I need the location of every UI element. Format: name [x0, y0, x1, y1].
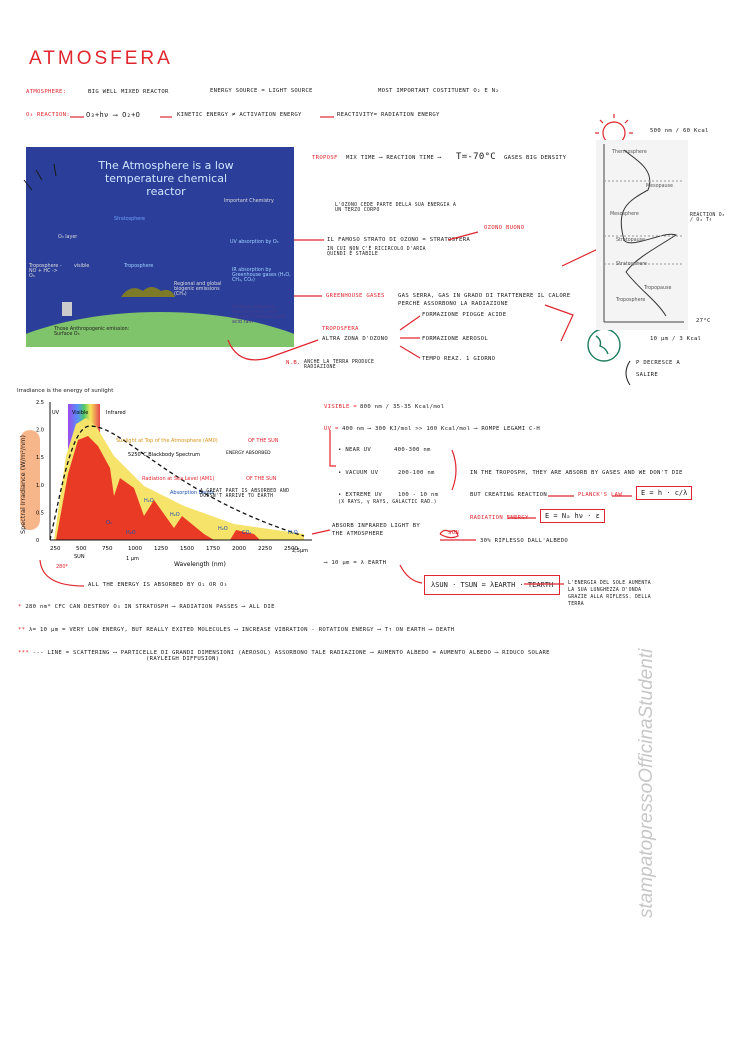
- piogge-acide: FORMAZIONE PIOGGE ACIDE: [422, 312, 507, 318]
- troposfera-label: TROPOSFERA: [322, 326, 359, 332]
- uv-label: UV =: [324, 426, 339, 432]
- y-tick-label: 1.0: [36, 482, 44, 489]
- x-tick-label: 500: [76, 546, 87, 552]
- profile-reaction: REACTION O₂ / O₃ T↑: [690, 213, 726, 223]
- alta-zona: ALTRA ZONA D'OZONO: [322, 336, 389, 342]
- label-stratosphere: Stratosphere: [616, 262, 648, 267]
- stratosfera-note: IL FAMOSO STRATO DI OZONO = STRATOSFERA: [327, 237, 471, 243]
- label-h2o-3: H₂O: [126, 530, 136, 536]
- footnote-1: * 280 nm* CFC CAN DESTROY O₃ IN STRATOSPH ⟶ RADIATION PASSES ⟶ ALL DIE: [18, 604, 275, 610]
- x-tick-label: 750: [102, 546, 113, 552]
- label-co2: CO₂: [242, 530, 252, 536]
- label-tropopause: Tropopause: [644, 286, 672, 291]
- o3-equation: O₃+hν ⟶ O₂+O: [86, 111, 141, 119]
- creating-reaction: BUT CREATING REACTION: [470, 492, 548, 498]
- o3-kinetic: KINETIC ENERGY ≠ ACTIVATION ENERGY: [177, 112, 302, 118]
- panel-visible: visible: [74, 264, 90, 269]
- extreme-uv-range: 100 - 10 nm: [398, 492, 439, 498]
- o3-reactivity: REACTIVITY= RADIATION ENERGY: [337, 112, 440, 118]
- radiation-energy-label: RADIATION ENERGY: [470, 515, 529, 521]
- label-blackbody: 5250°C Blackbody Spectrum: [128, 452, 201, 458]
- near-uv-range: 400-300 nm: [394, 447, 431, 453]
- wien-equation: λSUN · TSUN = λEARTH · TEARTH: [424, 575, 560, 595]
- label-of-the-sun-2: OF THE SUN: [246, 476, 277, 482]
- tropo-label: TROPOSF: [312, 155, 338, 161]
- uv-text: 400 nm ⟶ 300 KJ/mol >> 100 Kcal/mol ⟶ ROMPE LEGAMI C-H: [342, 426, 541, 432]
- atmo-text: BIG WELL MIXED REACTOR: [88, 89, 169, 95]
- gases-density: GASES BIG DENSITY: [504, 155, 567, 161]
- label-h2o-5: H₂O: [288, 530, 298, 536]
- panel-uv-abs: UV absorption by O₃: [230, 240, 279, 245]
- vacuum-uv-range: 200-100 nm: [398, 470, 435, 476]
- spectrum-ylabel: Spectral Irradiance (W/m²/nm): [19, 435, 27, 534]
- panel-stratosphere: Stratosphere: [114, 217, 146, 222]
- footnote-3: *** --- LINE = SCATTERING ⟶ PARTICELLE DI GRANDI DIMENSIONI (AEROSOL) ASSORBONO TALE RADIAZIONE ⟶ AUMENTO ALBEDO = AUMENTO ALBEDO ⟶ RIDUCO SOLARE: [18, 650, 550, 656]
- ozono-cede: L'OZONO CEDE PARTE DELLA SUA ENERGIA A UN TERZO CORPO: [335, 203, 457, 213]
- radiation-energy-equation: E = Nₐ hν · ε: [540, 509, 605, 523]
- temp-value: T=-70°C: [456, 152, 497, 162]
- nb-label: N.B.: [286, 360, 301, 366]
- band-uv: UV: [52, 410, 60, 416]
- arrow-all-energy: [40, 560, 84, 586]
- band-infrared: Infrared: [106, 410, 126, 416]
- label-sea-level: Radiation at Sea Level (AM1): [142, 476, 215, 482]
- atmo-label: ATMOSPHERE:: [26, 89, 67, 95]
- label-troposphere: Troposphere: [616, 298, 646, 303]
- all-energy-note: ALL THE ENERGY IS ABSORBED BY O₂ OR O₃: [88, 582, 228, 588]
- footnote-4: (RAYLEIGH DIFFUSION): [146, 656, 220, 662]
- planck-label: PLANCK'S LAW: [578, 492, 623, 498]
- p-decrease: P DECRESCE A SALIRE: [636, 360, 681, 378]
- label-h2o-4: H₂O: [218, 526, 228, 532]
- sun-short: SUN: [448, 530, 460, 536]
- energy-source: ENERGY SOURCE = LIGHT SOURCE: [210, 88, 313, 94]
- arrow-wien: [400, 565, 422, 583]
- troposph-note: IN THE TROPOSPH, THEY ARE ABSORB BY GASES AND WE DON'T DIE: [470, 470, 683, 476]
- spectrum-xlabel: Wavelength (nm): [174, 561, 226, 568]
- label-thermosphere: Thermosphere: [612, 150, 647, 155]
- o3-label: O₃ REACTION:: [26, 112, 71, 118]
- vacuum-uv: • VACUUM UV: [338, 470, 379, 476]
- planck-equation: E = h · c/λ: [636, 486, 692, 500]
- extreme-uv: • EXTREME UV: [338, 492, 383, 498]
- label-mesosphere: Mesosphere: [610, 212, 639, 217]
- tempo-reaz: TEMPO REAZ. 1 GIORNO: [422, 356, 496, 362]
- y-tick-label: 1.5: [36, 455, 44, 462]
- y-tick-label: 0.5: [36, 510, 44, 517]
- great-part-note: A GREAT PART IS ABSORBED AND DOESN'T ARRIVE TO EARTH: [200, 489, 290, 499]
- label-sunlight-top: Sunlight at Top of the Atmosphere (AM0): [116, 438, 218, 444]
- panel-troposphere: Troposphere: [124, 264, 154, 269]
- label-energy-absorbed: ENERGY ABSORBED: [226, 451, 271, 456]
- label-of-the-sun: OF THE SUN: [248, 438, 279, 444]
- aerosol: FORMAZIONE AEROSOL: [422, 336, 489, 342]
- x-tick-label: 1750: [206, 546, 220, 552]
- spectrum-caption: Irradiance is the energy of sunlight: [17, 388, 114, 394]
- absorb-ir: ABSORB INFRARED LIGHT BY THE ATMOSPHERE: [332, 523, 421, 537]
- panel-regional: Regional and global biogenic emissions (CH₄): [174, 282, 222, 297]
- x-tick-label: 1250: [154, 546, 168, 552]
- label-280: 280*: [56, 564, 69, 570]
- near-uv: • NEAR UV: [338, 447, 372, 453]
- x-tick-label: 2250: [258, 546, 272, 552]
- x-tick-label: 2000: [232, 546, 246, 552]
- label-h2o-1: H₂O: [144, 498, 154, 504]
- label-o2: O₂: [106, 520, 112, 526]
- profile-axis-label: 27°C: [696, 318, 711, 324]
- footnote-2: ** λ= 10 μm = VERY LOW ENERGY, BUT REALLY EXITED MOLECULES ⟶ INCREASE VIBRATION - ROTATION ENERGY ⟶ T↑ ON EARTH ⟶ DEATH: [18, 627, 455, 633]
- greenhouse-label: GREENHOUSE GASES: [326, 293, 385, 299]
- y-tick-label: 2.5: [36, 400, 44, 406]
- tropo-text: MIX TIME ⟶ REACTION TIME ⟶: [346, 155, 442, 161]
- ozono-buono: OZONO BUONO: [484, 225, 525, 231]
- label-mesopause: Mesopause: [646, 184, 673, 189]
- gas-serra: GAS SERRA, GAS IN GRADO DI TRATTENERE IL CALORE PERCHÈ ASSORBONO LA RADIAZIONE: [398, 293, 571, 307]
- x-tick-label: 1500: [180, 546, 194, 552]
- panel-title: The Atmosphere is a low temperature chemical reactor: [98, 159, 234, 198]
- panel-tropo-note: Troposphere -NO + HC -> O₃: [29, 264, 62, 279]
- profile-top-label: 500 nm / 60 Kcal: [650, 128, 709, 134]
- label-sun: SUN: [74, 554, 85, 560]
- label-1um: 1 μm: [126, 556, 139, 562]
- label-h2o-2: H₂O: [170, 512, 180, 518]
- band-visible: Visible: [72, 410, 89, 416]
- label-stratopause: Stratopause: [616, 238, 646, 243]
- bracket-uv: [452, 450, 456, 490]
- x-tick-label: 2500: [284, 546, 298, 552]
- x-tick-label: 1000: [128, 546, 142, 552]
- arrow-absorb: [312, 530, 330, 534]
- panel-anthro: Those Anthropogenic emission: Surface O₃: [54, 327, 130, 337]
- profile-bottom-label: 10 μm / 3 Kcal: [650, 336, 702, 342]
- lambda-earth: ⟶ 10 μm = λ EARTH: [324, 560, 387, 566]
- panel-important: Important Chemistry: [224, 199, 274, 204]
- y-tick-label: 2.0: [36, 427, 44, 434]
- page-title: ATMOSFERA: [29, 48, 173, 69]
- extreme-uv-note: (X RAYS, γ RAYS, GALACTIC RAD.): [338, 500, 437, 505]
- riflesso-albedo: 30% RIFLESSO DALL'ALBEDO: [480, 538, 569, 544]
- nb-text: ANCHE LA TERRA PRODUCE RADIAZIONE: [304, 360, 375, 370]
- panel-ir-abs: IR absorption by Greenhouse gases (H₂O, CH₄, CO₂): [232, 268, 291, 283]
- visible-label: VISIBLE =: [324, 404, 358, 410]
- constituents: MOST IMPORTANT COSTITUENT O₂ E N₂: [378, 88, 500, 94]
- panel-o3-layer: O₃ layer: [58, 235, 78, 240]
- panel-surface: Surface emissions resulting in O₃ and aerosol formation and acid rain: [232, 305, 285, 325]
- footnotes: [18, 604, 550, 662]
- label-absorption: Absorption Bands: [170, 490, 215, 496]
- y-tick-label: 0: [36, 538, 40, 544]
- watermark: stampatopressoOfficinaStudenti: [636, 648, 657, 918]
- cloud-icon: [440, 530, 458, 537]
- label-2-5um: 2,5μm: [292, 548, 309, 554]
- visible-text: 800 nm / 35-35 Kcal/mol: [360, 404, 445, 410]
- wien-note: L'ENERGIA DEL SOLE AUMENTA LA SUA LUNGHEZZA D'ONDA GRAZIE ALLA RIFLESS. DELLA TERRA: [568, 581, 651, 607]
- bracket-uv-list: [330, 430, 336, 466]
- x-tick-label: 250: [50, 546, 61, 552]
- ricircolo-note: IN CUI NON C'È RICIRCOLO D'ARIA QUINDI È STABILE: [327, 247, 426, 257]
